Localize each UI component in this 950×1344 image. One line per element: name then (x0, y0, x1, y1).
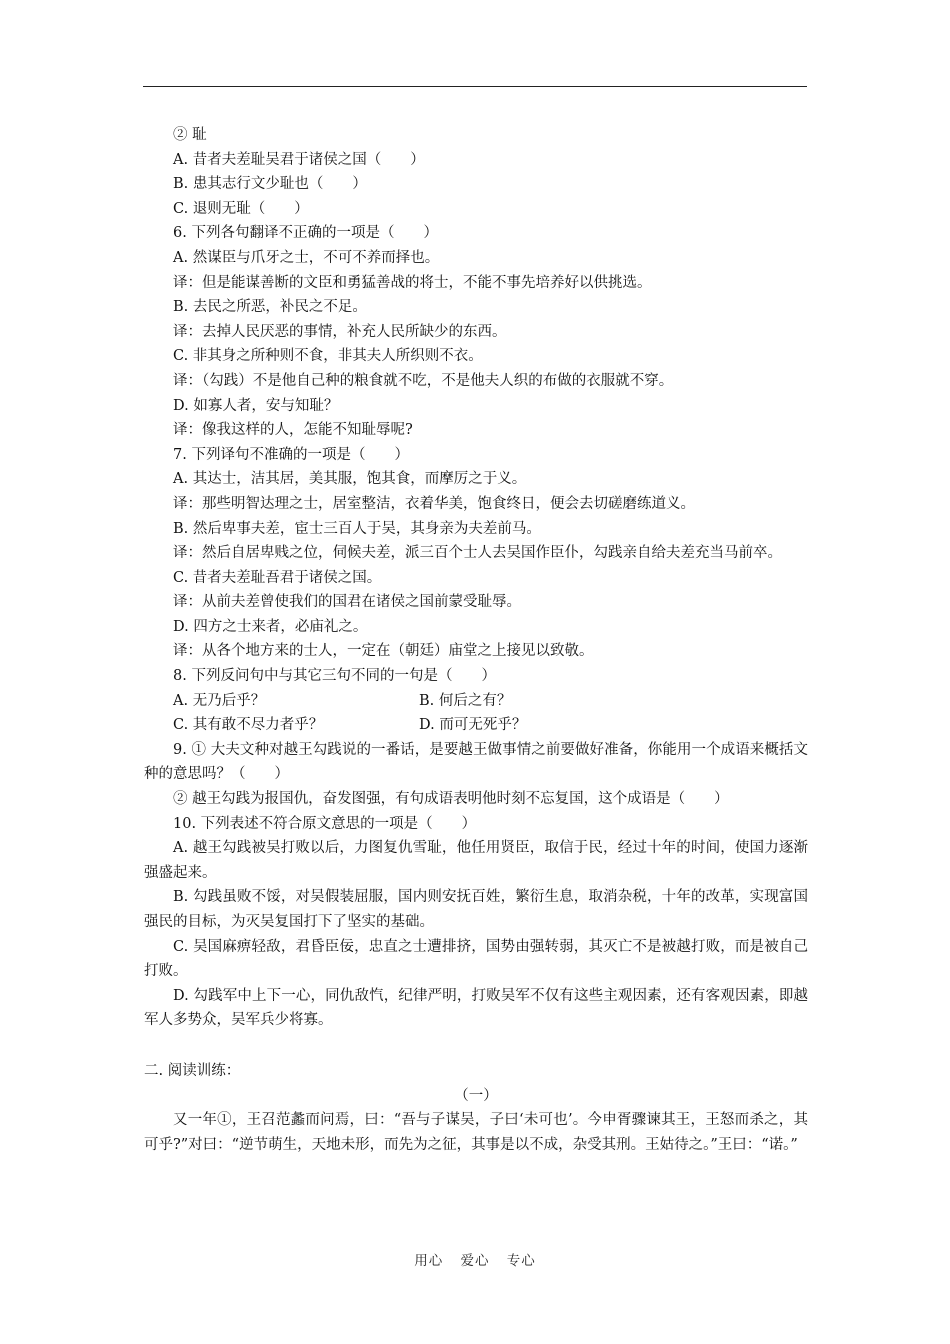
section2-passage: 又一年①，王召范蠡而问焉，曰：“吾与子谋吴，子曰‘未可也’。今申胥骤谏其王，王怒而杀之，其可乎?”对曰：“逆节萌生，天地未形，而先为之征，其事是以不成，杂受其刑。王姑待之。”王曰：“诺。” (144, 1112, 808, 1153)
footer-word-1: 用心 (414, 1253, 444, 1269)
q9-sub2: ② 越王勾践为报国仇，奋发图强，有句成语表明他时刻不忘复国，这个成语是（ ） (173, 791, 729, 808)
q5-option-c: C. 退则无耻（ ） (173, 200, 309, 217)
q7-option-a: A. 其达士，洁其居，美其服，饱其食，而摩厉之于义。 (173, 471, 527, 488)
q8-options-row2 (144, 713, 808, 738)
q9-sub1: 9. ① 大夫文种对越王勾践说的一番话，是要越王做事情之前要做好准备，你能用一个成语来概括文种的意思吗？（ ） (144, 741, 808, 783)
q6-translation-b: 译：去掉人民厌恶的事情，补充人民所缺少的东西。 (173, 323, 507, 340)
q7-option-b: B. 然后卑事夫差，宦士三百人于吴，其身亲为夫差前马。 (173, 520, 541, 537)
q5-sub2: ② 耻 (173, 127, 207, 143)
q10-option-b: B. 勾践虽败不馁，对吴假装屈服，国内则安抚百姓，繁衍生息，取消杂税，十年的改革，实现富国强民的目标，为灭吴复国打下了坚实的基础。 (144, 889, 808, 930)
q8-options-row1 (144, 689, 808, 714)
section2-heading: 二. 阅读训练： (144, 1062, 241, 1079)
q6-stem: 6. 下列各句翻译不正确的一项是（ ） (173, 225, 438, 242)
q6-translation-a: 译：但是能谋善断的文臣和勇猛善战的将士，不能不事先培养好以供挑选。 (173, 274, 652, 291)
page-footer (0, 1249, 950, 1269)
q8-option-a: A. 无乃后乎？ (173, 692, 266, 709)
q8-option-d: D. 而可无死乎？ (419, 717, 527, 734)
q7-option-c: C. 昔者夫差耻吾君于诸侯之国。 (173, 569, 382, 586)
q10-stem: 10. 下列表述不符合原文意思的一项是（ ） (173, 815, 477, 832)
q8-option-c: C. 其有敢不尽力者乎？ (173, 717, 324, 734)
q8-option-b: B. 何后之有？ (419, 692, 512, 709)
q8-stem: 8. 下列反问句中与其它三句不同的一句是（ ） (173, 668, 496, 685)
q10-option-a: A. 越王勾践被吴打败以后，力图复仇雪耻，他任用贤臣，取信于民，经过十年的时间，使国力逐渐强盛起来。 (144, 840, 808, 881)
q7-translation-a: 译：那些明智达理之士，居室整洁，衣着华美，饱食终日，便会去切磋磨练道义。 (173, 495, 695, 512)
q5-option-b: B. 患其志行文少耻也（ ） (173, 176, 367, 193)
q7-translation-b: 译：然后自居卑贱之位，伺候夫差，派三百个士人去吴国作臣仆，勾践亲自给夫差充当马前卒。 (173, 545, 782, 562)
document-body (144, 123, 808, 1157)
q6-translation-c: 译：（勾践）不是他自己种的粮食就不吃，不是他夫人织的布做的衣服就不穿。 (173, 372, 674, 389)
q10-option-c: C. 吴国麻痹轻敌，君昏臣佞，忠直之士遭排挤，国势由强转弱，其灭亡不是被越打败，而是被自己打败。 (144, 938, 808, 980)
q5-option-a: A. 昔者夫差耻吴君于诸侯之国（ ） (173, 151, 425, 168)
section-gap (144, 1033, 808, 1059)
footer-word-2: 爱心 (460, 1253, 490, 1269)
q6-option-b: B. 去民之所恶，补民之不足。 (173, 299, 367, 316)
q6-option-a: A. 然谋臣与爪牙之士，不可不养而择也。 (173, 249, 440, 266)
q6-option-d: D. 如寡人者，安与知耻？ (173, 397, 339, 414)
section2-part-title: （一） (454, 1087, 498, 1104)
q6-translation-d: 译：像我这样的人，怎能不知耻辱呢? (173, 422, 413, 439)
header-rule (143, 86, 807, 87)
q7-translation-c: 译：从前夫差曾使我们的国君在诸侯之国前蒙受耻辱。 (173, 594, 521, 611)
q7-stem: 7. 下列译句不准确的一项是（ ） (173, 446, 409, 463)
q7-translation-d: 译：从各个地方来的士人，一定在（朝廷）庙堂之上接见以致敬。 (173, 643, 594, 660)
footer-word-3: 专心 (506, 1253, 536, 1269)
q7-option-d: D. 四方之士来者，必庙礼之。 (173, 618, 368, 635)
q10-option-d: D. 勾践军中上下一心，同仇敌忾，纪律严明，打败吴军不仅有这些主观因素，还有客观因素，即越军人多势众，吴军兵少将寡。 (144, 987, 808, 1029)
q6-option-c: C. 非其身之所种则不食，非其夫人所织则不衣。 (173, 348, 483, 365)
